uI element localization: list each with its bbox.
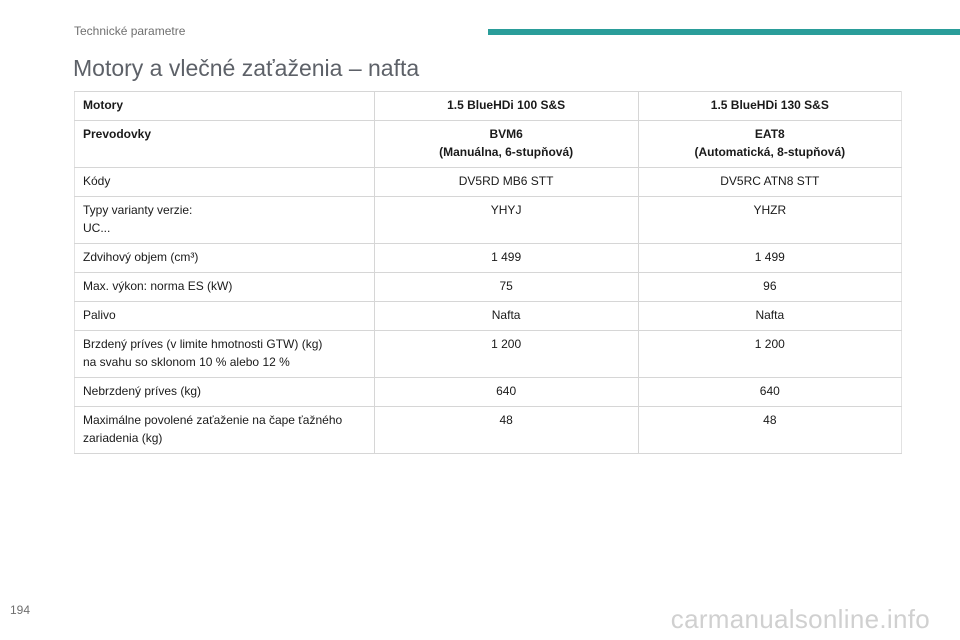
value-cell [374, 121, 638, 168]
cell-text: 1.5 BlueHDi 100 S&S [447, 98, 566, 112]
cell-text: 640 [759, 384, 780, 398]
value-cell [374, 197, 638, 244]
cell-text: Nebrzdený príves (kg) [83, 384, 202, 398]
cell-text: (Automatická, 8-stupňová) [694, 145, 846, 159]
cell-text: 1 200 [491, 337, 522, 351]
row-label-cell [75, 331, 375, 378]
cell-text: 48 [499, 413, 513, 427]
table-row [75, 244, 902, 273]
row-label-cell [75, 378, 375, 407]
cell-text: DV5RC ATN8 STT [720, 174, 820, 188]
value-cell [638, 407, 901, 454]
value-cell [374, 273, 638, 302]
cell-text: Palivo [83, 308, 116, 322]
value-cell [374, 407, 638, 454]
value-cell [638, 331, 901, 378]
cell-text: Max. výkon: norma ES (kW) [83, 279, 233, 293]
page-number: 194 [10, 603, 31, 617]
page-title: Motory a vlečné zaťaženia – nafta [73, 55, 420, 81]
cell-text: Prevodovky [83, 127, 152, 141]
table-row [75, 197, 902, 244]
cell-text: 640 [496, 384, 517, 398]
table-row [75, 121, 902, 168]
cell-text: 48 [763, 413, 777, 427]
cell-text: Nafta [755, 308, 785, 322]
value-cell [638, 302, 901, 331]
value-cell [638, 244, 901, 273]
cell-text: Maximálne povolené zaťaženie na čape ťažného [83, 413, 343, 427]
cell-text: 75 [499, 279, 513, 293]
cell-text: YHYJ [490, 203, 522, 217]
row-label-cell [75, 168, 375, 197]
cell-text: Nafta [491, 308, 521, 322]
cell-text: EAT8 [754, 127, 785, 141]
cell-text: 1 499 [754, 250, 785, 264]
cell-text: Motory [83, 98, 123, 112]
row-label-cell [75, 273, 375, 302]
header-accent-bar [488, 29, 960, 35]
section-label: Technické parametre [74, 24, 186, 38]
table-row [75, 378, 902, 407]
value-cell [374, 92, 638, 121]
cell-text: Brzdený príves (v limite hmotnosti GTW) (kg) [83, 337, 323, 351]
table-row [75, 407, 902, 454]
cell-text: Typy varianty verzie: [83, 203, 193, 217]
value-cell [638, 273, 901, 302]
value-cell [374, 331, 638, 378]
spec-table [74, 91, 902, 454]
value-cell [374, 168, 638, 197]
cell-text: BVM6 [489, 127, 523, 141]
cell-text: Kódy [83, 174, 111, 188]
value-cell [638, 378, 901, 407]
cell-text: Zdvihový objem (cm³) [83, 250, 199, 264]
cell-text: YHZR [753, 203, 787, 217]
cell-text: (Manuálna, 6-stupňová) [439, 145, 574, 159]
row-label-cell [75, 407, 375, 454]
cell-text: 1 499 [491, 250, 522, 264]
cell-text: na svahu so sklonom 10 % alebo 12 % [83, 355, 290, 369]
cell-text: UC... [83, 221, 111, 235]
watermark: carmanualsonline.info [670, 604, 930, 634]
row-label-cell [75, 121, 375, 168]
table-row [75, 92, 902, 121]
table-row [75, 302, 902, 331]
value-cell [374, 378, 638, 407]
row-label-cell [75, 302, 375, 331]
table-row [75, 273, 902, 302]
cell-text: DV5RD MB6 STT [458, 174, 554, 188]
value-cell [374, 244, 638, 273]
table-row [75, 168, 902, 197]
row-label-cell [75, 197, 375, 244]
row-label-cell [75, 244, 375, 273]
cell-text: 96 [763, 279, 777, 293]
cell-text: 1.5 BlueHDi 130 S&S [710, 98, 829, 112]
value-cell [638, 197, 901, 244]
value-cell [374, 302, 638, 331]
value-cell [638, 168, 901, 197]
cell-text: 1 200 [754, 337, 785, 351]
value-cell [638, 121, 901, 168]
row-label-cell [75, 92, 375, 121]
cell-text: zariadenia (kg) [83, 431, 163, 445]
value-cell [638, 92, 901, 121]
table-row [75, 331, 902, 378]
